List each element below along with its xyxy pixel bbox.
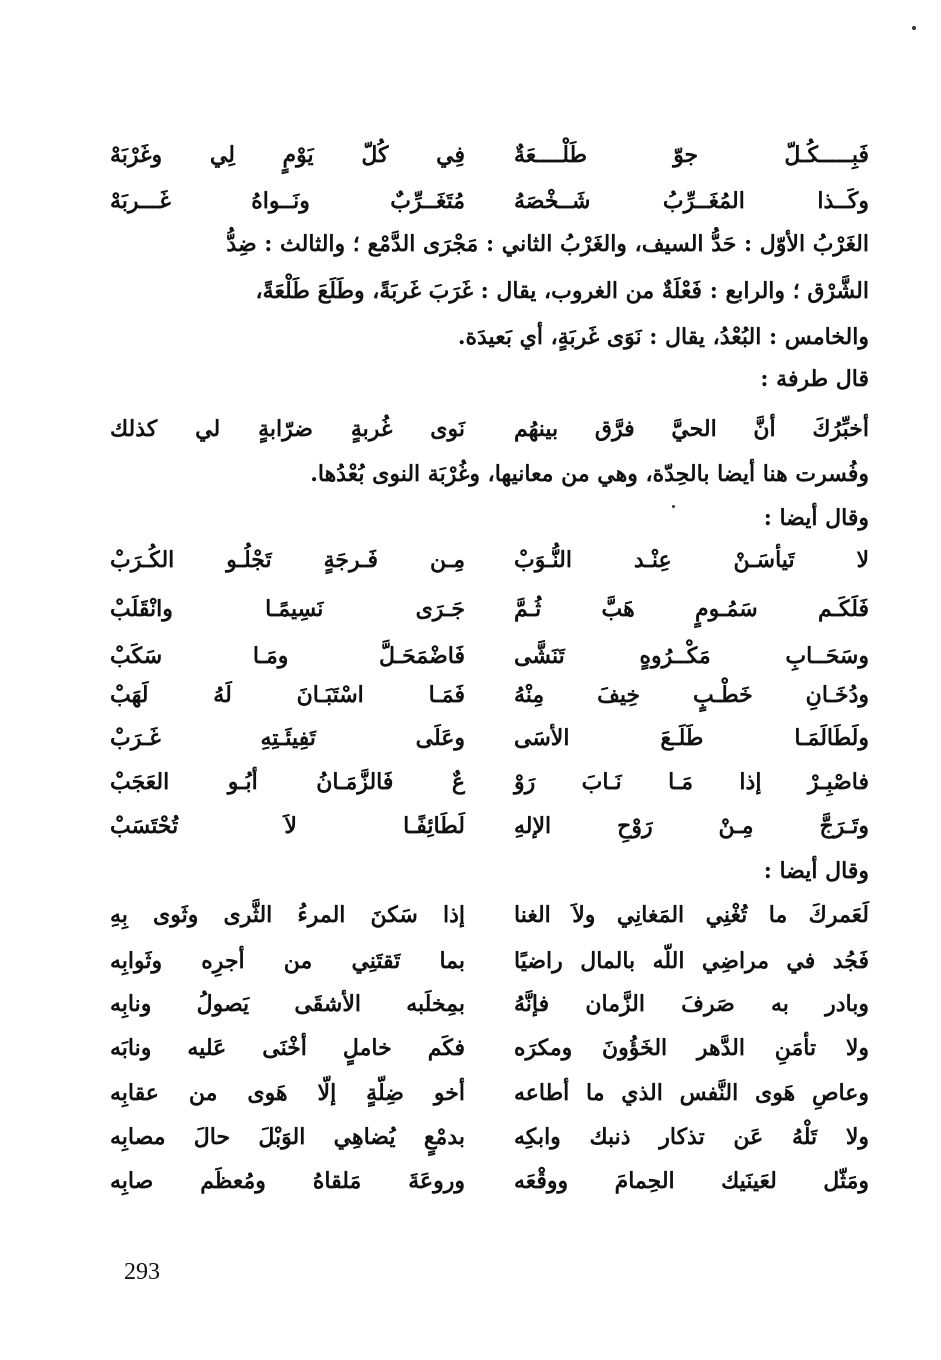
section-heading: وقال أيضا : bbox=[763, 505, 869, 531]
prose-line: الغَرْبُ الأوّل : حَدُّ السيف، والغَرْبُ الثاني : مَجْرَى الدَّمْع ؛ والثالث : ضِدُّ bbox=[226, 231, 869, 257]
verse-first-hemistich: وسَحَــابِ مَكْــرُوهٍ تَنَشَّى bbox=[514, 643, 869, 669]
prose-line: الشَّرْق ؛ والرابع : فَعْلَةٌ من الغروب، يقال : غَرَبَ غَربَةً، وطَلَعَ طَلْعَةً، bbox=[255, 278, 869, 304]
verse-second-hemistich: بما تَقتَنِي من أجرِه وثَوابِه bbox=[110, 948, 465, 974]
verse-second-hemistich: أخو ضِلّةٍ إلّا هَوى من عقابِه bbox=[110, 1080, 465, 1106]
verse-first-hemistich: ومَثّل لعَينَيك الحِمامَ ووقْعَه bbox=[514, 1168, 869, 1194]
verse-second-hemistich: بمِخلَبه الأشقَى يَصولُ ونابِه bbox=[110, 991, 465, 1017]
verse-second-hemistich: عٌ فَالزَّمَـانُ أبُـو العَجَبْ bbox=[110, 769, 465, 795]
verse-first-hemistich: لا تَيأسَـنْ عِنْـد النُّـوَبْ bbox=[514, 547, 869, 573]
page-number: 293 bbox=[124, 1259, 160, 1285]
verse-first-hemistich: لَعَمركَ ما تُغْنِي المَغانِي ولاَ الغنا bbox=[514, 902, 869, 928]
verse-second-hemistich: مُتَغَــرِّبٌ ونَــواهُ غَـــربَهْ bbox=[110, 188, 465, 214]
verse-first-hemistich: ولا تأمَنِ الدَّهر الخَؤُونَ ومكرَه bbox=[514, 1035, 869, 1061]
verse-first-hemistich: وتَـرَجَّ مِـنْ رَوْحِ الإلهِ bbox=[514, 813, 869, 839]
verse-first-hemistich: وعاصِ هَوى النَّفس الذي ما أطاعه bbox=[514, 1080, 869, 1106]
verse-first-hemistich: فَبِـــــكُـلّ جوّ طَلْــــعَةٌ bbox=[514, 142, 869, 168]
verse-first-hemistich: فاصْبِـرْ إذا مَـا نَـابَ رَوْ bbox=[514, 769, 869, 795]
verse-second-hemistich: إذا سَكنَ المرءُ الثَّرى وثَوى بِهِ bbox=[110, 902, 465, 928]
verse-first-hemistich: فَلَكَـم سَمُـومٍ هَبَّ ثُـمَّ bbox=[514, 596, 869, 622]
verse-first-hemistich: وكَــذا المُغَــرِّبُ شَــخْصَهُ bbox=[514, 188, 869, 214]
section-heading: قال طرفة : bbox=[760, 366, 869, 392]
verse-second-hemistich: نَوى غُربةٍ ضرّابةٍ لي كذلك bbox=[110, 416, 465, 442]
verse-second-hemistich: مِـن فَـرجَةٍ تَجْلُـو الكُـرَبْ bbox=[110, 547, 465, 573]
verse-first-hemistich: ولا تَلْهُ عَن تذكار ذنبك وابكِه bbox=[514, 1124, 869, 1150]
verse-first-hemistich: أخبِّرُكَ أنَّ الحيَّ فرَّق بينهُم bbox=[514, 416, 869, 442]
section-heading: وقال أيضا : bbox=[763, 858, 869, 884]
prose-line: والخامس : البُعْدُ، يقال : نَوَى غَربَةٍ، أي بَعيدَة. bbox=[457, 324, 869, 350]
verse-second-hemistich: فكَم خاملٍ أخْنَى عَليه ونابَه bbox=[110, 1035, 465, 1061]
verse-first-hemistich: ولَطَالَمَـا طَلَـعَ الأسَى bbox=[514, 725, 869, 751]
verse-second-hemistich: فِي كُلّ يَوْمٍ لِي وغَرْبَهْ bbox=[110, 142, 465, 168]
verse-first-hemistich: وبادر به صَرفَ الزَّمان فإنَّهُ bbox=[514, 991, 869, 1017]
scan-speck bbox=[912, 26, 916, 30]
verse-second-hemistich: فَاضْمَحَـلَّ ومَـا سَكَبْ bbox=[110, 643, 465, 669]
verse-second-hemistich: وعَلَى تَفِيئَـتِهِ غَـرَبْ bbox=[110, 725, 465, 751]
verse-second-hemistich: بدمْعٍ يُضاهِي الوَبْلَ حالَ مصابِه bbox=[110, 1124, 465, 1150]
verse-first-hemistich: ودُخَـانِ خَطْـبٍ خِيفَ مِنْهُ bbox=[514, 682, 869, 708]
verse-second-hemistich: جَـرَى نَسِيمًـا وانْقَلَبْ bbox=[110, 596, 465, 622]
verse-second-hemistich: فَمَـا اسْتَبَـانَ لَهُ لَهَبْ bbox=[110, 682, 465, 708]
verse-first-hemistich: فَجُد في مراضِي اللّه بالمال راضيًا bbox=[514, 948, 869, 974]
verse-second-hemistich: وروعَةَ مَلقاهُ ومُعظَم صابِه bbox=[110, 1168, 465, 1194]
prose-line: وفُسرت هنا أيضا بالحِدّة، وهي من معانيها، وغُرْبَة النوى بُعْدُها. bbox=[310, 461, 869, 487]
verse-second-hemistich: لَطَائِفًـا لاَ تُحْتَسَبْ bbox=[110, 813, 465, 839]
